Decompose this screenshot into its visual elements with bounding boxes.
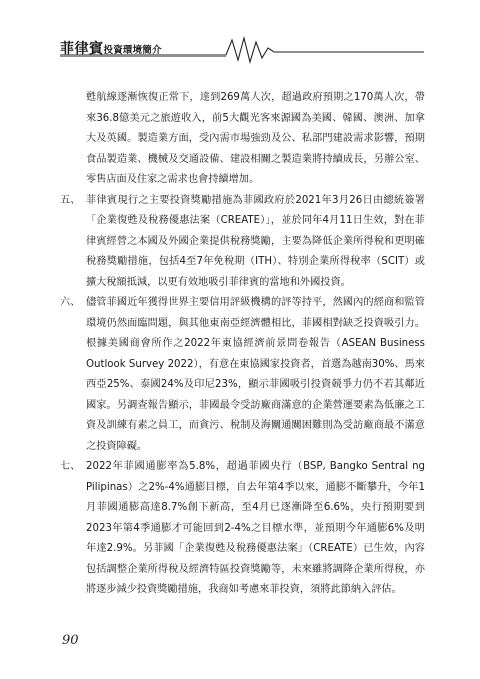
paragraph-number: 五、 [60, 194, 81, 206]
paragraph-item-7 [60, 457, 425, 601]
header-title-main: 菲律賓 [60, 41, 104, 57]
header-title [60, 38, 162, 58]
paragraph-number: 六、 [60, 297, 81, 308]
paragraph-text: 甦航線逐漸恢復正常下，達到269萬人次，超過政府預期之170萬人次，帶來36.8億美元之旅遊收入，前5大觀光客來源國為美國、韓國、澳洲、加拿大及英國。製造業方面，受內需市場強勁及公、私部門建設需求影響，預期食品製造業、機械及交通設備、建設相關之製造業將持續成長，另辦公室、零售店面及住家之需求也會持續增加。 [86, 92, 425, 185]
header-title-sub: 投資環境簡介 [103, 45, 162, 56]
paragraph-item-5 [60, 191, 425, 294]
paragraph-item-6 [60, 293, 425, 457]
paragraph-text: 菲律賓現行之主要投資獎勵措施為菲國政府於2021年3月26日由總統簽署「企業復甦及稅務優惠法案（CREATE）」，並於同年4月11日生效，對在菲律賓經營之本國及外國企業提供稅務獎勵，主要為降低企業所得稅和更明確稅務獎勵措施，包括4至7年免稅期（ITH）、特別企業所得稅率（SCIT）或擴大稅額抵減，以更有效地吸引菲律賓的當地和外國投資。 [86, 194, 425, 288]
heartbeat-line-decoration [0, 0, 480, 70]
paragraph-text: 儘管菲國近年獲得世界主要信用評級機構的評等持平，然國內的經商和監管環境仍然面臨問題，與其他東南亞經濟體相比，菲國相對缺乏投資吸引力。根據美國商會所作之2022年東協經濟前景問卷報告（ASEAN Business Outlook Survey 2022），有意在東協國家投資者，首選為越南30%、馬來西亞25%、泰國24%及印尼23%，顯示菲國吸引投資競爭力仍不若其鄰近國家。另調查報告顯示，菲國最令受訪廠商滿意的企業營運要素為低廉之工資及訓練有素之員工，而貪污、稅制及海關通關困難則為受訪廠商最不滿意之投資障礙。 [86, 297, 425, 452]
document-body [60, 88, 425, 601]
page-header [0, 0, 480, 70]
paragraph-number: 七、 [60, 461, 81, 472]
paragraph-text: 2022年菲國通膨率為5.8%，超過菲國央行（BSP, Bangko Sentral ng Pilipinas）之2%-4%通膨目標，自去年第4季以來，通膨不斷攀升，今年1月菲國通膨高達8.7%創下新高，至4月已逐漸降至6.6%，央行預期要到2023年第4季通膨才可能回到2-4%之目標水準，並預期今年通膨6%及明年達2.9%。另菲國「企業復甦及稅務優惠法案」（CREATE）已生效，內容包括調整企業所得稅及經濟特區投資獎勵等，未來雖將調降企業所得稅，亦將逐步減少投資獎勵措施，我商如考慮來菲投資，須將此節納入評估。 [86, 461, 425, 595]
paragraph-continuation [60, 88, 425, 191]
page-number: 90 [62, 633, 79, 648]
